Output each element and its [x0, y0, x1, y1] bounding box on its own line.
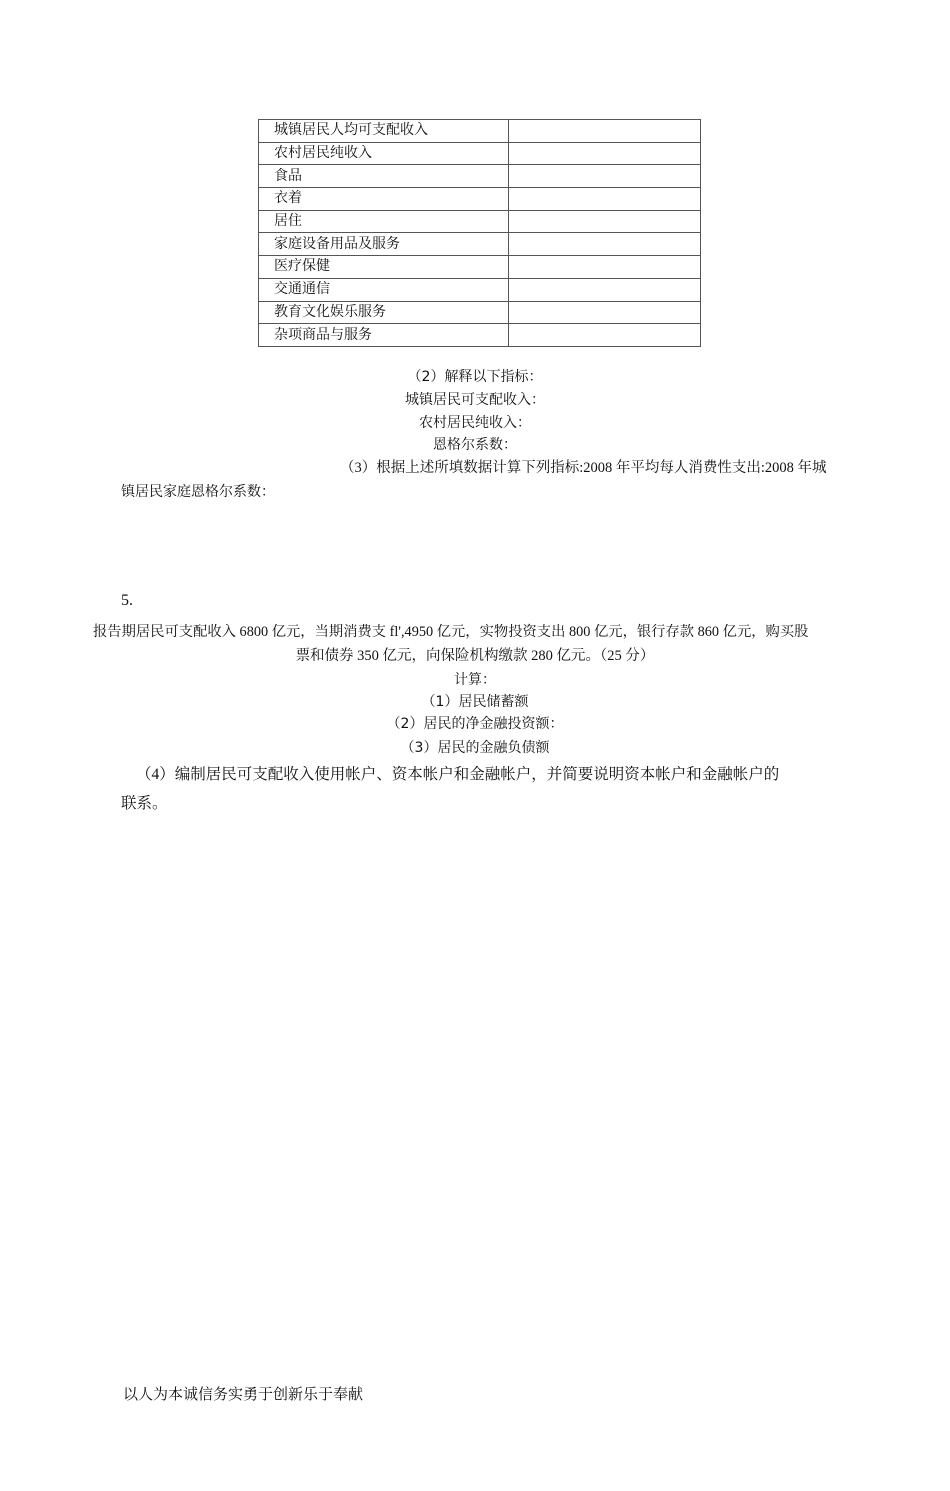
- row-value-cell: [509, 233, 701, 256]
- footer-motto: 以人为本诚信务实勇于创新乐于奉献: [123, 1385, 364, 1403]
- q2-heading: （2）解释以下指标：: [407, 369, 543, 385]
- problem-number: 5.: [121, 592, 133, 609]
- problem5-text-line1: 报告期居民可支配收入 6800 亿元，当期消费支 fl',4950 亿元，实物投资支出 800 亿元，银行存款 860 亿元，购买股: [93, 624, 809, 640]
- subquestion-1: （1）居民储蓄额: [421, 694, 529, 710]
- row-value-cell: [509, 256, 701, 279]
- problem5-text-line2: 票和债券 350 亿元，向保险机构缴款 280 亿元。（25 分）: [295, 648, 655, 664]
- table-row: [259, 120, 701, 143]
- row-label: 家庭设备用品及服务: [259, 233, 509, 256]
- row-label: 城镇居民人均可支配收入: [259, 120, 509, 143]
- row-value-cell: [509, 210, 701, 233]
- row-label: 农村居民纯收入: [259, 142, 509, 165]
- row-label: 医疗保健: [259, 256, 509, 279]
- q2-item-rural-net-income: 农村居民纯收入：: [419, 415, 531, 431]
- income-expenditure-table: [258, 119, 701, 347]
- table-row: [259, 165, 701, 188]
- table-row: [259, 188, 701, 211]
- table-row: [259, 324, 701, 347]
- q3-line2: 镇居民家庭恩格尔系数：: [121, 484, 275, 500]
- row-label: 教育文化娱乐服务: [259, 301, 509, 324]
- row-value-cell: [509, 301, 701, 324]
- calc-label: 计算：: [454, 672, 496, 688]
- table-row: [259, 210, 701, 233]
- row-value-cell: [509, 142, 701, 165]
- row-value-cell: [509, 188, 701, 211]
- row-value-cell: [509, 278, 701, 301]
- subquestion-4-line1: （4）编制居民可支配收入使用帐户、资本帐户和金融帐户，并简要说明资本帐户和金融帐户的: [136, 766, 780, 783]
- table-row: [259, 256, 701, 279]
- row-value-cell: [509, 165, 701, 188]
- row-label: 居住: [259, 210, 509, 233]
- row-label: 杂项商品与服务: [259, 324, 509, 347]
- subquestion-2: （2）居民的净金融投资额：: [386, 716, 564, 732]
- q2-item-engel-coefficient: 恩格尔系数：: [433, 437, 517, 453]
- subquestion-3: （3）居民的金融负债额: [400, 740, 550, 756]
- table-row: [259, 233, 701, 256]
- row-label: 食品: [259, 165, 509, 188]
- q3-line1: （3）根据上述所填数据计算下列指标:2008 年平均每人消费性支出:2008 年城: [340, 460, 827, 476]
- row-value-cell: [509, 324, 701, 347]
- q2-item-urban-disposable-income: 城镇居民可支配收入：: [405, 392, 545, 408]
- row-label: 衣着: [259, 188, 509, 211]
- table-row: [259, 142, 701, 165]
- row-label: 交通通信: [259, 278, 509, 301]
- table-row: [259, 278, 701, 301]
- table-row: [259, 301, 701, 324]
- subquestion-4-line2: 联系。: [121, 795, 168, 812]
- row-value-cell: [509, 120, 701, 143]
